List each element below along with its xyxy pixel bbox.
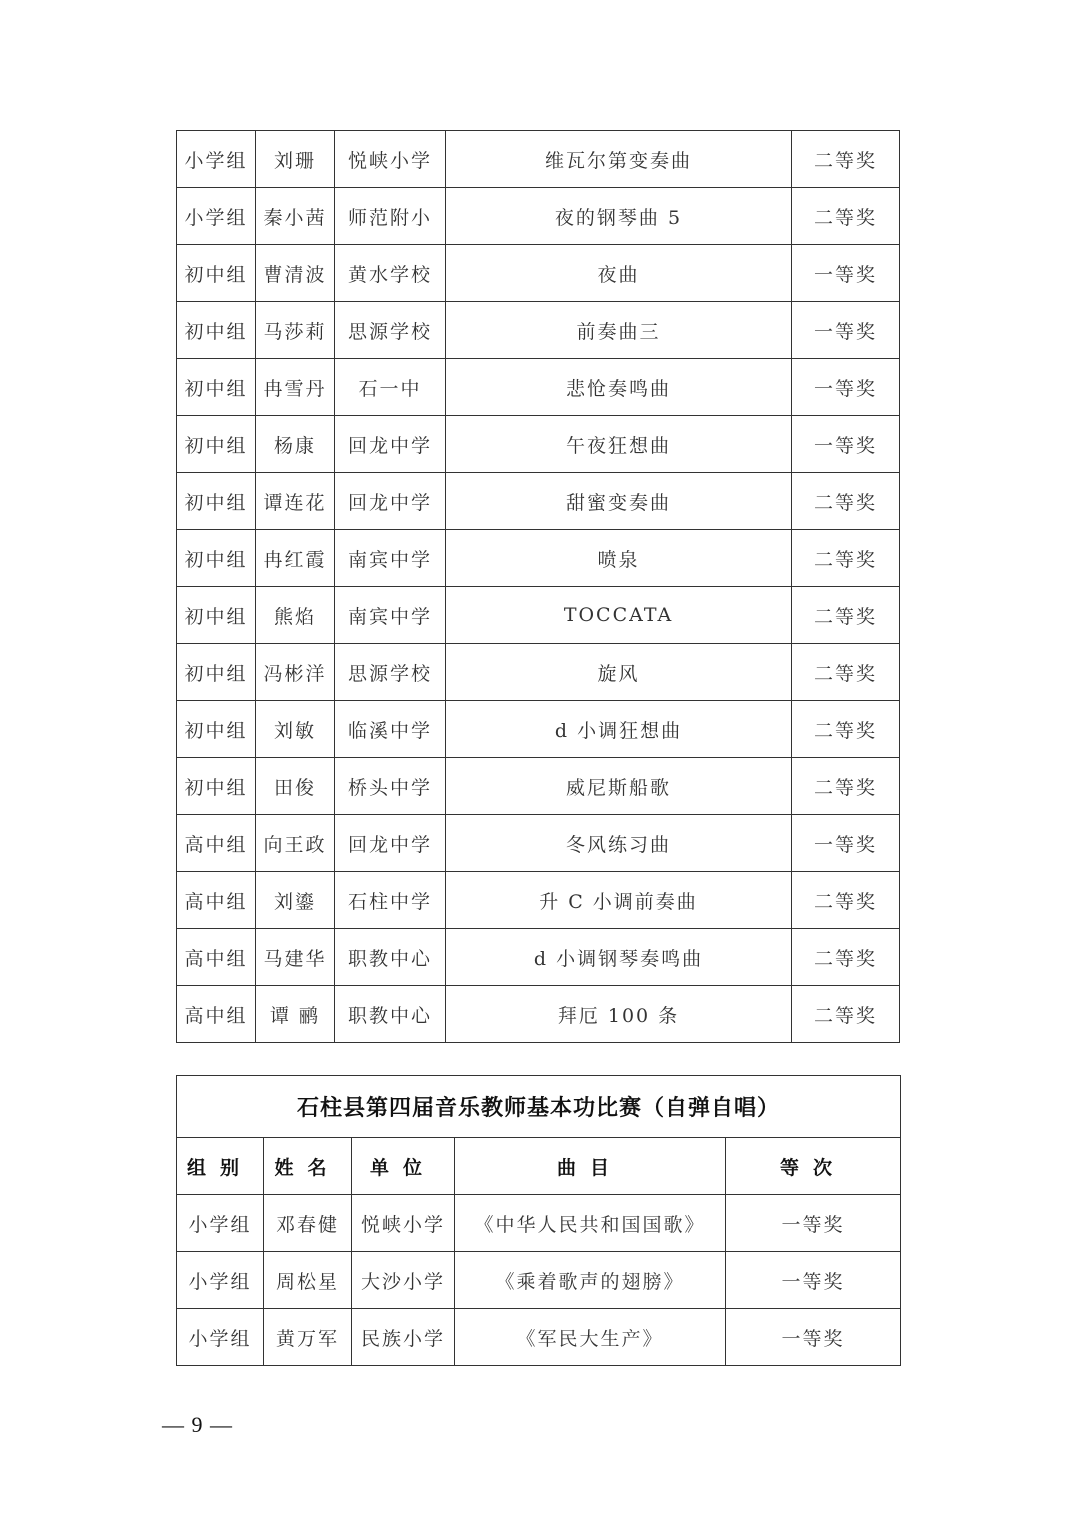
name-cell: 刘珊 [256,131,335,188]
award-cell: 一等奖 [792,359,900,416]
group-cell: 初中组 [177,701,256,758]
award-cell: 二等奖 [792,986,900,1043]
piece-cell: 升 C 小调前奏曲 [446,872,792,929]
name-cell: 熊焰 [256,587,335,644]
table-row [177,1309,901,1366]
group-cell: 高中组 [177,929,256,986]
group-cell: 初中组 [177,302,256,359]
table-row [177,929,900,986]
group-cell: 高中组 [177,815,256,872]
award-cell: 一等奖 [792,245,900,302]
piece-cell: 旋风 [446,644,792,701]
piece-cell: 夜曲 [446,245,792,302]
name-cell: 曹清波 [256,245,335,302]
header-unit: 单位 [352,1138,455,1195]
header-award: 等次 [726,1138,901,1195]
group-cell: 初中组 [177,473,256,530]
unit-cell: 南宾中学 [335,587,446,644]
unit-cell: 悦峡小学 [352,1195,455,1252]
table-row [177,416,900,473]
name-cell: 谭 鹂 [256,986,335,1043]
piece-cell: d 小调狂想曲 [446,701,792,758]
table-row [177,1195,901,1252]
piece-cell: 《军民大生产》 [455,1309,726,1366]
table-title-row [177,1076,901,1138]
unit-cell: 思源学校 [335,302,446,359]
piece-cell: 喷泉 [446,530,792,587]
piece-cell: 维瓦尔第变奏曲 [446,131,792,188]
piece-cell: TOCCATA [446,587,792,644]
group-cell: 初中组 [177,530,256,587]
award-cell: 一等奖 [726,1309,901,1366]
piece-cell: 午夜狂想曲 [446,416,792,473]
table-row [177,986,900,1043]
award-cell: 二等奖 [792,530,900,587]
unit-cell: 临溪中学 [335,701,446,758]
piece-cell: 甜蜜变奏曲 [446,473,792,530]
award-cell: 二等奖 [792,701,900,758]
name-cell: 刘敏 [256,701,335,758]
header-piece: 曲目 [455,1138,726,1195]
unit-cell: 师范附小 [335,188,446,245]
name-cell: 黄万军 [264,1309,352,1366]
name-cell: 秦小茜 [256,188,335,245]
unit-cell: 南宾中学 [335,530,446,587]
results-table-body [177,131,900,1043]
header-name: 姓名 [264,1138,352,1195]
group-cell: 初中组 [177,758,256,815]
unit-cell: 职教中心 [335,929,446,986]
unit-cell: 悦峡小学 [335,131,446,188]
award-cell: 二等奖 [792,929,900,986]
award-cell: 二等奖 [792,758,900,815]
piece-cell: 悲怆奏鸣曲 [446,359,792,416]
table-row [177,644,900,701]
table-row [177,473,900,530]
piece-cell: 《乘着歌声的翅膀》 [455,1252,726,1309]
unit-cell: 回龙中学 [335,815,446,872]
table-row [177,359,900,416]
award-cell: 二等奖 [792,872,900,929]
award-cell: 二等奖 [792,473,900,530]
name-cell: 向王政 [256,815,335,872]
award-cell: 二等奖 [792,188,900,245]
group-cell: 初中组 [177,359,256,416]
group-cell: 高中组 [177,872,256,929]
group-cell: 初中组 [177,644,256,701]
table-row [177,815,900,872]
group-cell: 小学组 [177,131,256,188]
award-cell: 二等奖 [792,644,900,701]
unit-cell: 大沙小学 [352,1252,455,1309]
table-row [177,758,900,815]
piece-cell: 拜厄 100 条 [446,986,792,1043]
name-cell: 刘鎏 [256,872,335,929]
unit-cell: 石柱中学 [335,872,446,929]
award-cell: 一等奖 [792,416,900,473]
group-cell: 小学组 [177,1195,264,1252]
unit-cell: 回龙中学 [335,473,446,530]
results-table-piano [176,130,900,1043]
unit-cell: 思源学校 [335,644,446,701]
name-cell: 冯彬洋 [256,644,335,701]
unit-cell: 职教中心 [335,986,446,1043]
name-cell: 田俊 [256,758,335,815]
piece-cell: 前奏曲三 [446,302,792,359]
award-cell: 二等奖 [792,131,900,188]
table-row [177,302,900,359]
name-cell: 马莎莉 [256,302,335,359]
piece-cell: 夜的钢琴曲 5 [446,188,792,245]
name-cell: 谭连花 [256,473,335,530]
name-cell: 杨康 [256,416,335,473]
table-row [177,188,900,245]
unit-cell: 民族小学 [352,1309,455,1366]
award-cell: 一等奖 [792,302,900,359]
unit-cell: 桥头中学 [335,758,446,815]
award-cell: 一等奖 [792,815,900,872]
unit-cell: 回龙中学 [335,416,446,473]
piece-cell: 威尼斯船歌 [446,758,792,815]
table-header-row [177,1138,901,1195]
award-cell: 二等奖 [792,587,900,644]
name-cell: 冉雪丹 [256,359,335,416]
group-cell: 小学组 [177,1252,264,1309]
group-cell: 初中组 [177,587,256,644]
group-cell: 小学组 [177,1309,264,1366]
name-cell: 邓春健 [264,1195,352,1252]
table-title: 石柱县第四届音乐教师基本功比赛（自弹自唱） [177,1076,901,1138]
page-number: — 9 — [162,1412,233,1437]
group-cell: 小学组 [177,188,256,245]
award-cell: 一等奖 [726,1195,901,1252]
award-cell: 一等奖 [726,1252,901,1309]
piece-cell: 《中华人民共和国国歌》 [455,1195,726,1252]
name-cell: 周松星 [264,1252,352,1309]
piece-cell: d 小调钢琴奏鸣曲 [446,929,792,986]
table-row [177,587,900,644]
group-cell: 初中组 [177,245,256,302]
results-table-sing [176,1075,901,1366]
group-cell: 初中组 [177,416,256,473]
table-row [177,701,900,758]
piece-cell: 冬风练习曲 [446,815,792,872]
header-group: 组别 [177,1138,264,1195]
results-table-body [177,1195,901,1366]
group-cell: 高中组 [177,986,256,1043]
table-row [177,245,900,302]
table-row [177,530,900,587]
table-row [177,1252,901,1309]
unit-cell: 黄水学校 [335,245,446,302]
table-row [177,131,900,188]
name-cell: 马建华 [256,929,335,986]
unit-cell: 石一中 [335,359,446,416]
name-cell: 冉红霞 [256,530,335,587]
table-row [177,872,900,929]
